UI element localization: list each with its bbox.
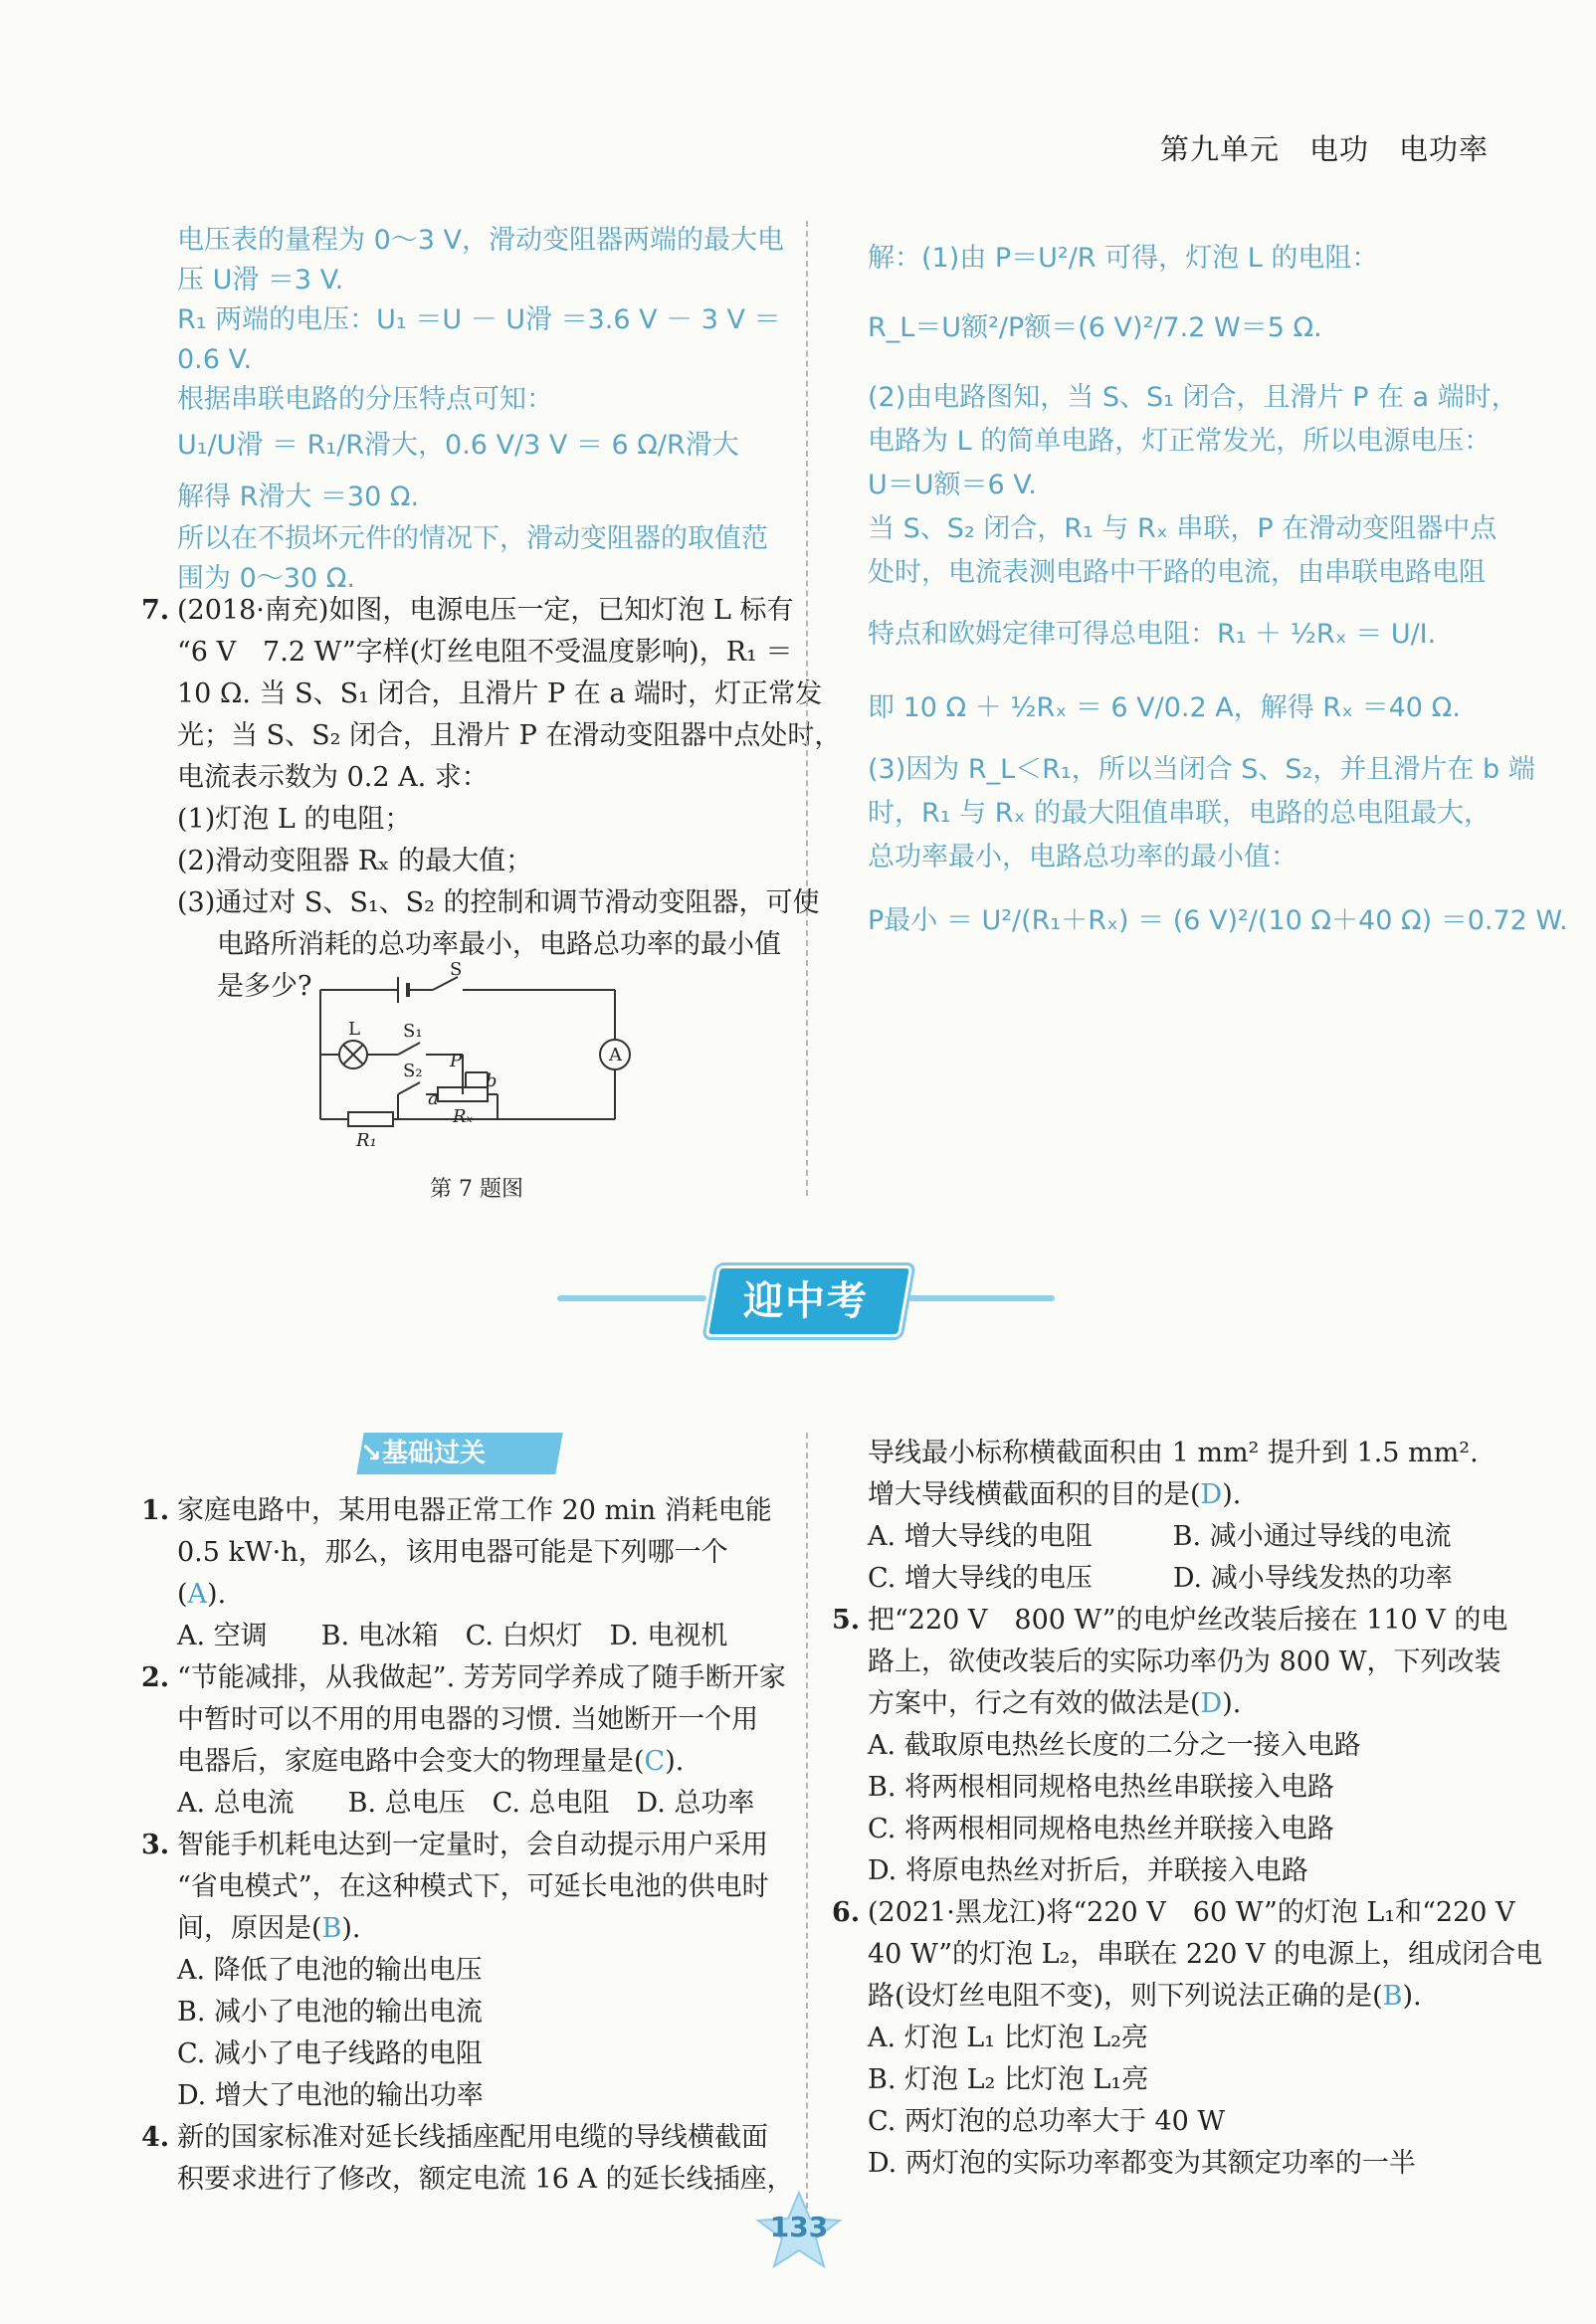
option-line: C. 减小了电子线路的电阻	[177, 2038, 483, 2069]
question-text: 方案中，行之有效的做法是(	[868, 1688, 1201, 1719]
option-line: D. 两灯泡的实际功率都变为其额定功率的一半	[868, 2148, 1416, 2179]
solution-line: (2)由电路图知，当 S、S₁ 闭合，且滑片 P 在 a 端时，	[868, 382, 1518, 413]
option-line: D. 将原电热丝对折后，并联接入电路	[868, 1855, 1308, 1886]
question-line: 0.5 kW·h，那么，该用电器可能是下列哪一个	[177, 1537, 728, 1568]
page-number	[754, 2189, 844, 2268]
paren: ).	[665, 1746, 685, 1777]
page-number-label: 133	[769, 2211, 829, 2243]
column-divider	[806, 221, 808, 1196]
solution-line: 解：(1)由 P＝U²/R 可得，灯泡 L 的电阻：	[868, 243, 1379, 274]
page-header: 第九单元 电功 电功率	[1159, 132, 1489, 166]
label-s1: S₁	[403, 1021, 423, 1042]
solution-line: 压 U滑 ＝3 V.	[177, 265, 344, 295]
question-number: 2.	[141, 1662, 170, 1693]
question-line: 积要求进行了修改，额定电流 16 A 的延长线插座，	[177, 2164, 794, 2195]
option-line: A. 降低了电池的输出电压	[177, 1955, 483, 1986]
option-line: B. 灯泡 L₂ 比灯泡 L₁亮	[868, 2064, 1149, 2095]
question-line: (1)灯泡 L 的电阻；	[177, 804, 412, 835]
question-number: 6.	[832, 1897, 861, 1928]
question-line: 40 W”的灯泡 L₂，串联在 220 V 的电源上，组成闭合电	[868, 1939, 1543, 1970]
solution-line: U₁/U滑 ＝ R₁/R滑大，0.6 V/3 V ＝ 6 Ω/R滑大	[177, 430, 739, 461]
question-line: 导线最小标称横截面积由 1 mm² 提升到 1.5 mm².	[868, 1438, 1479, 1468]
question-line: 10 Ω. 当 S、S₁ 闭合，且滑片 P 在 a 端时，灯正常发	[177, 678, 823, 709]
solution-line: 时，R₁ 与 Rₓ 的最大阻值串联，电路的总电阻最大，	[868, 798, 1492, 829]
answer-choice: B	[321, 1913, 342, 1944]
label-a: a	[428, 1088, 439, 1109]
question-line: 电流表示数为 0.2 A. 求：	[177, 762, 489, 793]
solution-line: 特点和欧姆定律可得总电阻：R₁ ＋ ½Rₓ ＝ U/I.	[868, 619, 1437, 650]
solution-line: 处时，电流表测电路中干路的电流，由串联电路电阻	[868, 557, 1486, 588]
label-rx: Rₓ	[453, 1106, 473, 1127]
paren: (	[177, 1579, 188, 1610]
question-line	[868, 1474, 1241, 1516]
answer-choice: D	[1200, 1688, 1223, 1719]
solution-line: 解得 R滑大 ＝30 Ω.	[177, 482, 420, 512]
question-text: 增大导线横截面积的目的是(	[868, 1479, 1201, 1510]
question-text: 路(设灯丝电阻不变)，则下列说法正确的是(	[868, 1981, 1383, 2012]
answer-choice: D	[1200, 1479, 1223, 1510]
question-number: 4.	[141, 2122, 170, 2153]
paren: ).	[1222, 1479, 1242, 1510]
solution-line: U＝U额＝6 V.	[868, 470, 1037, 500]
question-line: (3)通过对 S、S₁、S₂ 的控制和调节滑动变阻器，可使	[177, 887, 820, 918]
figure-caption: 第 7 题图	[430, 1177, 523, 1202]
question-line: 家庭电路中，某用电器正常工作 20 min 消耗电能	[177, 1495, 772, 1526]
question-line: 是多少?	[217, 971, 312, 1002]
option-line: A. 截取原电热丝长度的二分之一接入电路	[868, 1730, 1361, 1761]
option-line: C. 增大导线的电压 D. 减小导线发热的功率	[868, 1563, 1453, 1594]
paren: ).	[341, 1913, 361, 1944]
solution-line: 总功率最小，电路总功率的最小值：	[868, 842, 1297, 872]
question-line	[868, 1976, 1422, 2018]
solution-line: 电路为 L 的简单电路，灯正常发光，所以电源电压：	[868, 426, 1492, 457]
question-line	[177, 1574, 226, 1616]
answer-choice: C	[644, 1746, 666, 1777]
paren: ).	[207, 1579, 227, 1610]
option-line: A. 空调 B. 电冰箱 C. 白炽灯 D. 电视机	[177, 1621, 728, 1651]
label-ammeter: A	[609, 1045, 622, 1065]
banner-decoration	[557, 1295, 706, 1301]
question-line: 把“220 V 800 W”的电炉丝改装后接在 110 V 的电	[868, 1605, 1508, 1636]
option-line: C. 将两根相同规格电热丝并联接入电路	[868, 1814, 1334, 1844]
question-line	[868, 1683, 1241, 1725]
label-s2: S₂	[403, 1061, 423, 1081]
label-r1: R₁	[356, 1130, 377, 1151]
option-line: A. 总电流 B. 总电压 C. 总电阻 D. 总功率	[177, 1788, 755, 1819]
label-l: L	[348, 1019, 360, 1040]
label-p: P	[450, 1051, 463, 1071]
section-tag-label: 基础过关	[381, 1439, 486, 1468]
paren: ).	[1222, 1688, 1242, 1719]
question-number: 5.	[832, 1605, 861, 1636]
question-line	[177, 1908, 361, 1950]
question-line: 中暂时可以不用的用电器的习惯. 当她断开一个用	[177, 1704, 759, 1735]
solution-line: 当 S、S₂ 闭合，R₁ 与 Rₓ 串联，P 在滑动变阻器中点	[868, 513, 1497, 544]
option-line: D. 增大了电池的输出功率	[177, 2080, 484, 2111]
section-tag	[356, 1433, 562, 1474]
option-line: B. 将两根相同规格电热丝串联接入电路	[868, 1772, 1335, 1803]
solution-line: R₁ 两端的电压：U₁ ＝U － U滑 ＝3.6 V － 3 V ＝	[177, 304, 781, 335]
question-line: (2)滑动变阻器 Rₓ 的最大值；	[177, 846, 533, 876]
arrow-icon: ↘	[360, 1439, 382, 1468]
solution-line: 0.6 V.	[177, 344, 253, 375]
question-line: 电路所消耗的总功率最小，电路总功率的最小值	[217, 929, 781, 960]
solution-line: 围为 0～30 Ω.	[177, 563, 355, 594]
section-banner	[557, 1256, 1055, 1345]
solution-line: 电压表的量程为 0～3 V，滑动变阻器两端的最大电	[177, 225, 784, 256]
solution-line: 根据串联电路的分压特点可知：	[177, 384, 553, 415]
solution-line: 所以在不损坏元件的情况下，滑动变阻器的取值范	[177, 523, 768, 554]
banner-decoration	[905, 1295, 1055, 1301]
question-number: 7.	[141, 595, 170, 626]
question-line	[177, 1741, 684, 1783]
option-line: A. 增大导线的电阻 B. 减小通过导线的电流	[868, 1521, 1452, 1552]
question-text: 电器后，家庭电路中会变大的物理量是(	[177, 1746, 645, 1777]
circuit-diagram	[299, 955, 657, 1174]
question-line: 新的国家标准对延长线插座配用电缆的导线横截面	[177, 2122, 768, 2153]
question-line: “省电模式”，在这种模式下，可延长电池的供电时	[177, 1871, 769, 1902]
question-line: “节能减排，从我做起”. 芳芳同学养成了随手断开家	[177, 1662, 786, 1693]
question-line: (2021·黑龙江)将“220 V 60 W”的灯泡 L₁和“220 V	[868, 1897, 1515, 1928]
answer-choice: B	[1382, 1981, 1403, 2012]
solution-line: 即 10 Ω ＋ ½Rₓ ＝ 6 V/0.2 A，解得 Rₓ ＝40 Ω.	[868, 692, 1461, 723]
option-line: B. 减小了电池的输出电流	[177, 1997, 484, 2028]
banner-title: 迎中考	[743, 1278, 869, 1324]
option-line: A. 灯泡 L₁ 比灯泡 L₂亮	[868, 2023, 1148, 2053]
column-divider	[806, 1433, 808, 2209]
label-b: b	[486, 1070, 498, 1091]
question-text: 间，原因是(	[177, 1913, 322, 1944]
question-line: “6 V 7.2 W”字样(灯丝电阻不受温度影响)，R₁ ＝	[177, 637, 793, 668]
question-number: 1.	[141, 1495, 170, 1526]
solution-line: (3)因为 R_L＜R₁，所以当闭合 S、S₂，并且滑片在 b 端	[868, 754, 1535, 785]
solution-line: P最小 ＝ U²/(R₁＋Rₓ) ＝ (6 V)²/(10 Ω＋40 Ω) ＝0.72 W.	[868, 905, 1568, 936]
label-s: S	[450, 959, 463, 980]
answer-choice: A	[187, 1579, 208, 1610]
paren: ).	[1402, 1981, 1422, 2012]
question-line: 路上，欲使改装后的实际功率仍为 800 W，下列改装	[868, 1646, 1501, 1677]
solution-line: R_L＝U额²/P额＝(6 V)²/7.2 W＝5 Ω.	[868, 312, 1322, 343]
question-line: 光；当 S、S₂ 闭合，且滑片 P 在滑动变阻器中点处时，	[177, 720, 842, 751]
question-line: (2018·南充)如图，电源电压一定，已知灯泡 L 标有	[177, 595, 794, 626]
option-line: C. 两灯泡的总功率大于 40 W	[868, 2106, 1226, 2137]
question-number: 3.	[141, 1830, 170, 1860]
question-line: 智能手机耗电达到一定量时，会自动提示用户采用	[177, 1830, 768, 1860]
